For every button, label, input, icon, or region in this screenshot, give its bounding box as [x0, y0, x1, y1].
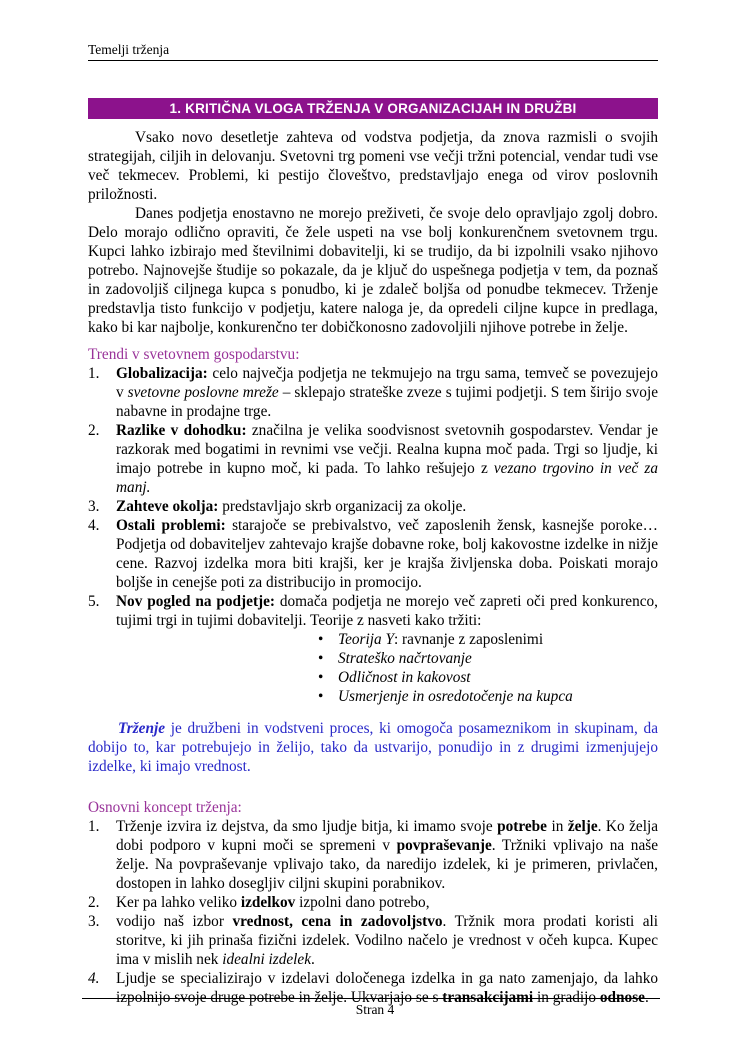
header-rule	[88, 60, 658, 61]
text-run: .	[644, 989, 649, 1006]
document-content	[88, 0, 658, 1007]
intro-paragraph-1	[88, 128, 658, 204]
list-item	[88, 516, 658, 592]
list-item	[88, 497, 658, 516]
list-item	[88, 364, 658, 421]
text-run: izdelkov	[240, 894, 296, 911]
list-number: 3.	[88, 913, 100, 930]
bullet-marker: •	[318, 688, 324, 705]
list-number: 1.	[88, 365, 100, 382]
text-run: je družbeni in vodstveni proces, ki omogoča posameznikom in skupinam, da dobijo to, kar potrebujejo in želijo, tako da ustvarijo, ponudijo in z drugimi izmenjujejo izdelke, ki imajo vrednost.	[88, 720, 658, 775]
list-item-text	[116, 422, 658, 496]
list-item-text	[116, 894, 430, 911]
list-item-text	[116, 593, 658, 629]
text-run: in	[546, 818, 568, 835]
list-item-text	[338, 650, 472, 667]
list-item	[88, 893, 658, 912]
text-run: vrednost, cena in zadovoljstvo	[232, 913, 443, 930]
bullet-item	[318, 630, 658, 649]
text-run: Vsako novo desetletje zahteva od vodstva podjetja, da znova razmisli o svojih strategijah, ciljih in delovanju. Svetovni trg pomeni vse večji tržni potencial, vendar tudi vse več tekmecev. Problemi, ki pestijo človeštvo, predstavljajo enega od virov poslovnih priložnosti.	[88, 129, 658, 203]
section-banner-title: 1. KRITIČNA VLOGA TRŽENJA V ORGANIZACIJAH IN DRUŽBI	[169, 101, 577, 116]
list-number: 2.	[88, 422, 100, 439]
text-run: značilna je velika soodvisnost svetovnih gospodarstev. Vendar je razkorak med bogatimi in revnimi vse večji. Realna kupna moč pada. Trgi so ljudje, ki imajo potrebe in kupno moč, ki pada. To lahko rešujejo z	[116, 422, 658, 477]
list-item-text	[116, 818, 658, 892]
bullet-marker: •	[318, 650, 324, 667]
text-run: idealni izdelek	[222, 951, 312, 968]
list-item	[88, 592, 658, 630]
document-header	[88, 0, 658, 58]
concept-list	[88, 817, 658, 1007]
text-run: povpraševanje	[396, 837, 492, 854]
text-run: domača podjetja ne morejo več zapreti oči pred konkurenco, tujimi trgi in tujimi dobavitelji. Teorije z nasveti kako tržiti:	[116, 593, 658, 629]
text-run: Zahteve okolja:	[116, 498, 219, 515]
page-number: Stran 4	[355, 1002, 395, 1017]
text-run: Trženje izvira iz dejstva, da smo ljudje bitja, ki imamo svoje	[116, 818, 498, 835]
text-run: vodijo naš izbor	[116, 913, 233, 930]
bullet-marker: •	[318, 669, 324, 686]
text-run: Odličnost in kakovost	[338, 669, 471, 686]
text-run: Teorija Y	[338, 631, 394, 648]
text-run: odnose	[599, 989, 645, 1006]
list-item-text	[338, 669, 471, 686]
list-item-text	[116, 970, 658, 1006]
text-run: starajoče se prebivalstvo, več zaposlenih žensk, kasnejše poroke…Podjetja od dobaviteljev zahtevajo krajše dobavne roke, bolj kakovostne izdelke in nižje cene. Razvoj izdelka mora biti krajši, ker je krajša življenska doba. Poiskati morajo boljše in cenejše poti za distribucijo in promocijo.	[116, 517, 658, 591]
text-run: Nov pogled na podjetje:	[116, 593, 276, 610]
list-item-text	[116, 365, 658, 420]
text-run: vezano trgovino in več za manj.	[116, 460, 659, 496]
bullet-item	[318, 687, 658, 706]
text-run: predstavljajo skrb organizacij za okolje.	[218, 498, 467, 515]
text-run: Ostali problemi:	[116, 517, 226, 534]
list-number: 4.	[88, 970, 100, 987]
list-item-text	[338, 631, 543, 648]
text-run: celo največja podjetja ne tekmujejo na trgu sama, temveč se povezujejo v	[116, 365, 658, 401]
section-banner	[88, 98, 658, 119]
trends-heading: Trendi v svetovnem gospodarstvu:	[88, 346, 300, 363]
text-run: Globalizacija:	[116, 365, 208, 382]
footer-rule	[82, 998, 660, 999]
text-run: Usmerjenje in osredotočenje na kupca	[338, 688, 573, 705]
text-run: .	[311, 951, 315, 968]
bullet-item	[318, 649, 658, 668]
text-run: svetovne poslovne mreže	[127, 384, 279, 401]
list-number: 5.	[88, 593, 100, 610]
list-item	[88, 817, 658, 893]
list-number: 4.	[88, 517, 100, 534]
text-run: Trženje	[118, 720, 166, 737]
text-run: potrebe	[497, 818, 547, 835]
text-run: . Tržniki vplivajo na naše želje. Na povpraševanje vplivajo tako, da naredijo izdelek, ki je primeren, privlačen, dostopen in lahko dosegljiv ciljni skupini porabnikov.	[116, 837, 658, 892]
text-run: izpolni dano potrebo,	[295, 894, 430, 911]
list-item-text	[116, 913, 658, 968]
list-item-text	[338, 688, 573, 705]
text-run: želje	[567, 818, 598, 835]
text-run: transakcijami	[442, 989, 534, 1006]
intro-paragraph-2	[88, 204, 658, 337]
bullet-marker: •	[318, 631, 324, 648]
text-run: in gradijo	[533, 989, 600, 1006]
marketing-definition-paragraph	[88, 719, 658, 776]
text-run: Ljudje se specializirajo v izdelavi določenega izdelka in ga nato zamenjajo, da lahko izpolnijo svoje druge potrebe in želje. Ukvarjajo se s	[116, 970, 658, 1006]
text-run: Danes podjetja enostavno ne morejo preživeti, če svoje delo opravljajo zgolj dobro. Delo morajo odlično opraviti, če žele uspeti na vse bolj konkurenčnem svetovnem trgu. Kupci lahko izbirajo med številnimi dobavitelji, ki se trudijo, da bi izpolnili vsako njihovo potrebo. Najnovejše študije so pokazale, da je ključ do uspešnega podjetja v tem, da poznaš in zadovoljiš ciljnega kupca s ponudbo, ki je zdaleč boljša od ponudbe tekmecev. Trženje predstavlja tisto funkcijo v podjetju, katere naloga je, da opredeli ciljne kupce in predlaga, kako bi kar najbolje, konkurenčno ter dobičkonosno zadovoljili njihove potrebe in želje.	[88, 205, 658, 336]
list-item-text	[116, 517, 658, 591]
bullet-item	[318, 668, 658, 687]
text-run: Razlike v dohodku:	[116, 422, 247, 439]
concept-heading: Osnovni koncept trženja:	[88, 799, 242, 816]
text-run: Ker pa lahko veliko	[116, 894, 241, 911]
list-item	[88, 912, 658, 969]
text-run: Strateško načrtovanje	[338, 650, 472, 667]
list-item	[88, 421, 658, 497]
list-number: 2.	[88, 894, 100, 911]
list-number: 1.	[88, 818, 100, 835]
text-run: . Ko želja dobi podporo v kupni moči se spremeni v	[116, 818, 658, 854]
header-title: Temelji trženja	[88, 42, 170, 57]
text-run: . Tržnik mora prodati koristi ali storitve, ki jih prinaša fizični izdelek. Vodilno načelo je vrednost v očeh kupca. Kupec ima v mislih nek	[116, 913, 658, 968]
text-run: : ravnanje z zaposlenimi	[393, 631, 544, 648]
list-item-text	[116, 498, 466, 515]
text-run: – sklepajo strateške zveze s tujimi podjetji. S tem širijo svoje nabavne in prodajne trge.	[116, 384, 658, 420]
trends-list	[88, 364, 658, 630]
list-number: 3.	[88, 498, 100, 515]
marketing-theories-bullet-list	[318, 630, 658, 706]
